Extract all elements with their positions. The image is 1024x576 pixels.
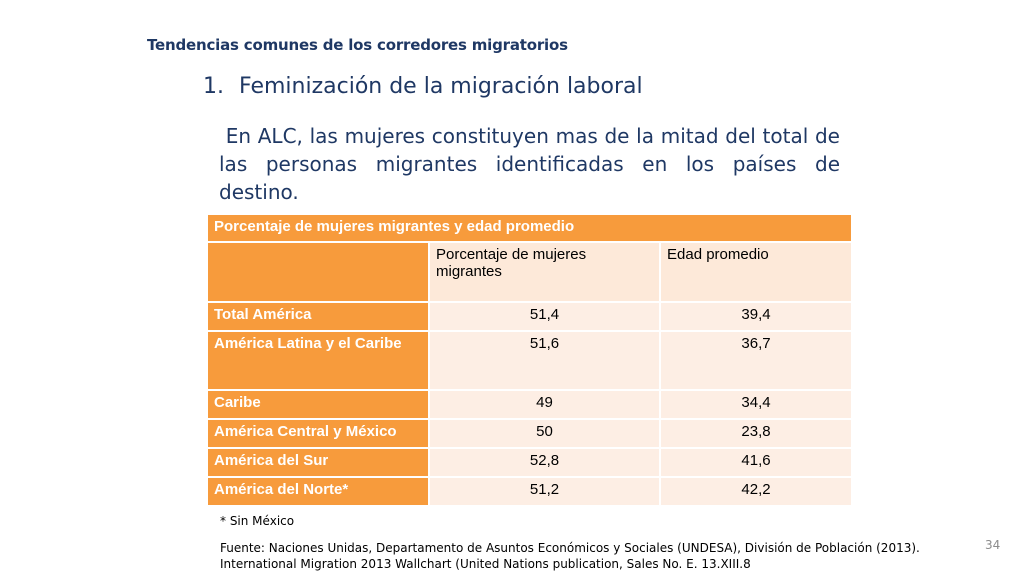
column-header-age: Edad promedio	[660, 242, 852, 302]
row-label: América del Sur	[207, 448, 429, 477]
source-citation	[220, 540, 940, 572]
header-empty-cell	[207, 242, 429, 302]
table-row	[207, 477, 852, 506]
row-label: Total América	[207, 302, 429, 331]
pct-cell: 49	[429, 390, 660, 419]
pct-cell: 50	[429, 419, 660, 448]
row-label: América Central y México	[207, 419, 429, 448]
row-label: Caribe	[207, 390, 429, 419]
table-row	[207, 390, 852, 419]
source-line-2: International Migration 2013 Wallchart (United Nations publication, Sales No. E. 13.XIII.8	[220, 557, 751, 571]
migration-table	[206, 213, 853, 507]
footnote: * Sin México	[220, 514, 295, 528]
pct-cell: 51,6	[429, 331, 660, 390]
source-line-1: Fuente: Naciones Unidas, Departamento de Asuntos Económicos y Sociales (UNDESA), División de Población (2013).	[220, 541, 920, 555]
row-label: América del Norte*	[207, 477, 429, 506]
table-row	[207, 448, 852, 477]
section-title: Tendencias comunes de los corredores migratorios	[147, 36, 568, 54]
pct-cell: 51,2	[429, 477, 660, 506]
table-row	[207, 419, 852, 448]
heading-number: 1.	[203, 74, 224, 99]
age-cell: 36,7	[660, 331, 852, 390]
column-header-pct: Porcentaje de mujeres migrantes	[429, 242, 660, 302]
intro-paragraph	[219, 122, 840, 206]
table-title: Porcentaje de mujeres migrantes y edad promedio	[207, 214, 852, 242]
heading-text: Feminización de la migración laboral	[239, 74, 643, 99]
age-cell: 34,4	[660, 390, 852, 419]
intro-paragraph-text: En ALC, las mujeres constituyen mas de la mitad del total de las personas migrantes identificadas en los países de destino.	[219, 124, 840, 204]
slide-heading	[203, 74, 643, 99]
age-cell: 39,4	[660, 302, 852, 331]
pct-cell: 52,8	[429, 448, 660, 477]
age-cell: 41,6	[660, 448, 852, 477]
table-row	[207, 302, 852, 331]
pct-cell: 51,4	[429, 302, 660, 331]
age-cell: 42,2	[660, 477, 852, 506]
age-cell: 23,8	[660, 419, 852, 448]
page-number: 34	[985, 538, 1001, 552]
table-row	[207, 331, 852, 390]
row-label: América Latina y el Caribe	[207, 331, 429, 390]
